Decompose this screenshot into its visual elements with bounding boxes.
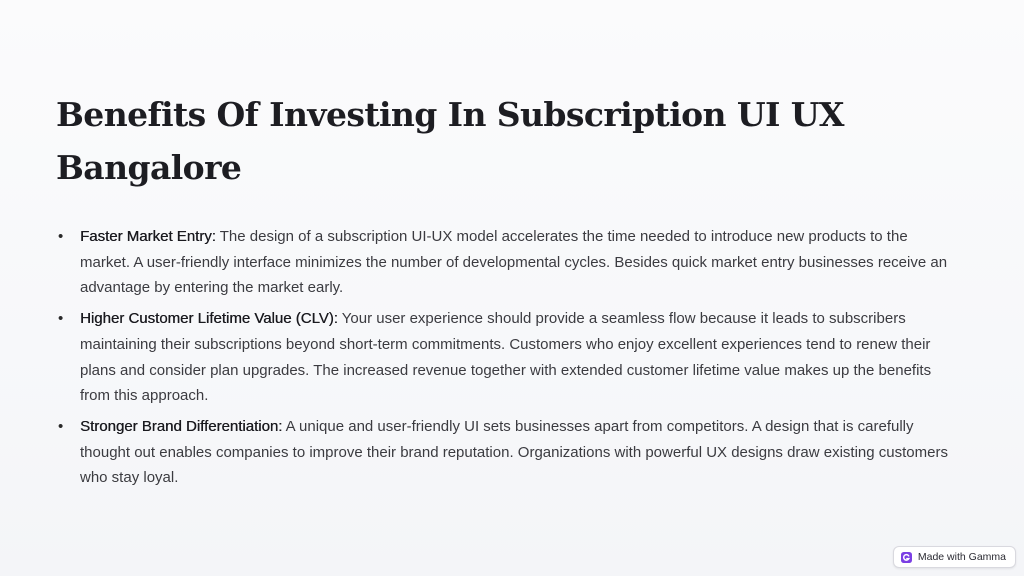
bullet-marker: • (58, 228, 64, 245)
bullet-term: Faster Market Entry: (80, 228, 216, 245)
bullet-item (56, 224, 956, 301)
bullet-term: Higher Customer Lifetime Value (CLV): (80, 310, 338, 328)
bullet-text: The design of a subscription UI-UX model accelerates the time needed to introduce new products to the market. A user-friendly interface minimizes the number of developmental cycles. Besides quick market entry businesses receive an advantage by entering the market early. (80, 228, 948, 297)
bullet-marker: • (58, 417, 64, 435)
gamma-logo-icon (901, 552, 912, 563)
slide-title: Benefits Of Investing In Subscription UI UX Bangalore (56, 95, 844, 187)
bullet-term: Stronger Brand Differentiation: (80, 417, 283, 435)
bullet-list (56, 224, 956, 496)
bullet-marker: • (58, 310, 64, 328)
bullet-item (56, 414, 956, 491)
badge-label: Made with Gamma (917, 551, 1006, 563)
bullet-text: Your user experience should provide a seamless flow because it leads to subscribers maintaining their subscriptions beyond short-term commitments. Customers who enjoy excellent experiences tend to renew their plans and consider plan upgrades. The increased revenue together with extended customer lifetime value makes up the benefits from this approach. (80, 310, 932, 405)
made-with-gamma-badge[interactable] (893, 546, 1016, 568)
bullet-text: A unique and user-friendly UI sets businesses apart from competitors. A design that is carefully thought out enables companies to improve their brand reputation. Organizations with powerful UX designs draw existing customers who stay loyal. (80, 417, 948, 487)
bullet-item (56, 306, 956, 409)
